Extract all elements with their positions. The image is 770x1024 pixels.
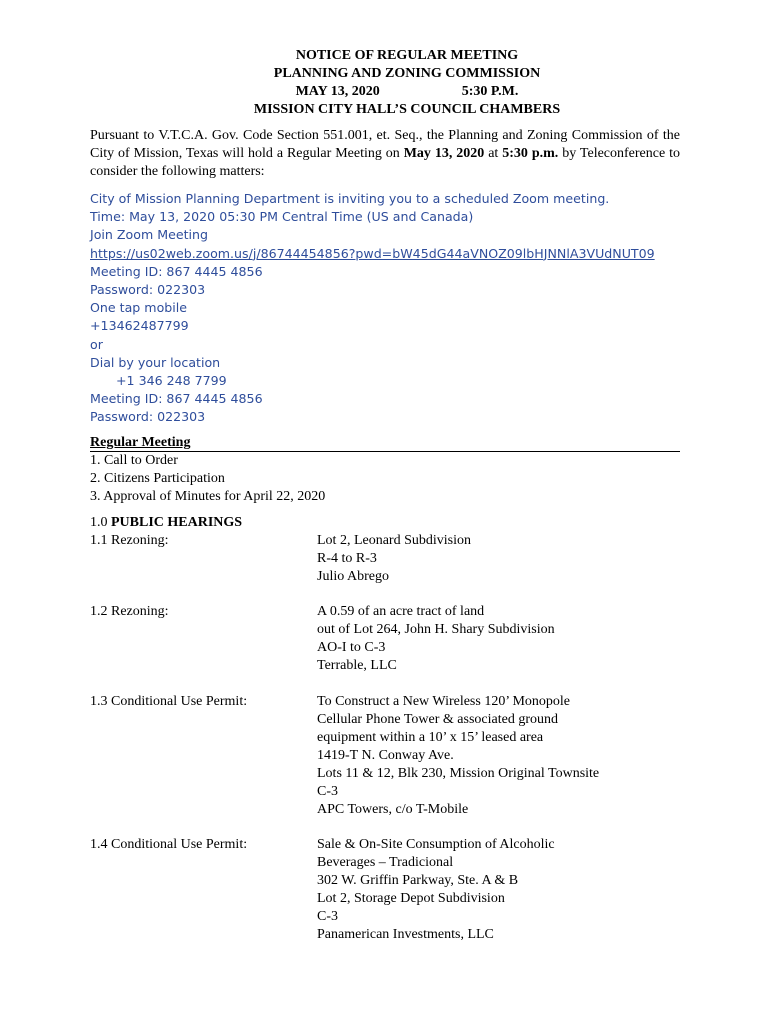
zoom-time-line: Time: May 13, 2020 05:30 PM Central Time (US and Canada) <box>90 209 474 225</box>
zoom-meeting-link[interactable]: https://us02web.zoom.us/j/86744454856?pwd=bW45dG44aVNOZ09lbHJNNlA3VUdNUT09 <box>90 245 655 261</box>
zoom-invitation <box>90 190 710 427</box>
detail-line: R-4 to R-3 <box>317 551 377 566</box>
hearing-item-label: 1.1 Rezoning: <box>90 533 169 548</box>
detail-line: To Construct a New Wireless 120’ Monopole <box>317 694 571 709</box>
list-item: 1. Call to Order <box>90 453 178 468</box>
regular-meeting-title: Regular Meeting <box>90 435 191 450</box>
zoom-join-label: Join Zoom Meeting <box>90 227 208 243</box>
list-item: 3. Approval of Minutes for April 22, 2020 <box>90 489 326 504</box>
detail-line: Terrable, LLC <box>317 658 397 673</box>
intro-text: Pursuant to V.T.C.A. Gov. Code Section 551.001, et. Seq., the Planning and Zoning Commission of the City of Mission, Texas will hold a Regular Meeting on <box>90 128 680 161</box>
header-time: 5:30 P.M. <box>461 84 519 99</box>
intro-time: 5:30 p.m. <box>502 146 559 161</box>
detail-line: AO-I to C-3 <box>317 640 386 655</box>
detail-line: Lots 11 & 12, Blk 230, Mission Original Townsite <box>317 766 600 781</box>
detail-line: Lot 2, Storage Depot Subdivision <box>317 891 505 906</box>
header-location: MISSION CITY HALL’S COUNCIL CHAMBERS <box>253 102 561 117</box>
hearing-item-label: 1.3 Conditional Use Permit: <box>90 694 248 709</box>
regular-meeting-heading <box>90 434 680 452</box>
intro-date: May 13, 2020 <box>403 146 485 161</box>
list-item: 2. Citizens Participation <box>90 471 225 486</box>
header-title: NOTICE OF REGULAR MEETING <box>295 48 519 63</box>
regular-meeting-list <box>90 452 680 506</box>
detail-line: C-3 <box>317 784 338 799</box>
detail-line: APC Towers, c/o T-Mobile <box>317 802 469 817</box>
hearing-item-details <box>317 693 697 819</box>
detail-line: Beverages – Tradicional <box>317 855 454 870</box>
detail-line: A 0.59 of an acre tract of land <box>317 604 485 619</box>
detail-line: 302 W. Griffin Parkway, Ste. A & B <box>317 873 519 888</box>
hearing-item-details <box>317 532 697 586</box>
header-dateline <box>0 83 770 101</box>
detail-line: equipment within a 10’ x 15’ leased area <box>317 730 544 745</box>
zoom-invite-line: City of Mission Planning Department is inviting you to a scheduled Zoom meeting. <box>90 191 610 206</box>
hearing-item-details <box>317 603 697 675</box>
zoom-one-tap-label: One tap mobile <box>90 300 188 316</box>
detail-line: out of Lot 264, John H. Shary Subdivision <box>317 622 555 637</box>
intro-text-end: by Teleconference to consider the following matters: <box>90 146 681 179</box>
detail-line: Lot 2, Leonard Subdivision <box>317 533 471 548</box>
zoom-dial-number: +1 346 248 7799 <box>116 373 227 389</box>
detail-line: Cellular Phone Tower & associated ground <box>317 712 558 727</box>
detail-line: Panamerican Investments, LLC <box>317 927 494 942</box>
header-commission: PLANNING AND ZONING COMMISSION <box>273 66 541 81</box>
detail-line: Sale & On-Site Consumption of Alcoholic <box>317 837 555 852</box>
zoom-dial-label: Dial by your location <box>90 354 221 370</box>
hearing-item-details <box>317 836 697 944</box>
zoom-meeting-id-2: Meeting ID: 867 4445 4856 <box>90 391 263 407</box>
hearing-item-label: 1.2 Rezoning: <box>90 604 169 619</box>
detail-line: Julio Abrego <box>317 569 389 584</box>
zoom-password: Password: 022303 <box>90 282 206 298</box>
zoom-or: or <box>90 336 103 352</box>
intro-paragraph <box>90 127 680 181</box>
header-date: MAY 13, 2020 <box>295 84 380 99</box>
public-hearings-heading <box>90 514 242 532</box>
hearing-item-label: 1.4 Conditional Use Permit: <box>90 837 248 852</box>
detail-line: 1419-T N. Conway Ave. <box>317 748 454 763</box>
intro-text-at: at <box>484 146 503 161</box>
regular-meeting-section <box>90 434 680 506</box>
zoom-password-2: Password: 022303 <box>90 409 206 425</box>
zoom-meeting-id: Meeting ID: 867 4445 4856 <box>90 263 263 279</box>
public-hearings-number: 1.0 <box>90 515 111 530</box>
notice-header <box>0 47 770 119</box>
public-hearings-title: PUBLIC HEARINGS <box>111 515 243 530</box>
detail-line: C-3 <box>317 909 338 924</box>
zoom-tap-number: +13462487799 <box>90 318 189 334</box>
